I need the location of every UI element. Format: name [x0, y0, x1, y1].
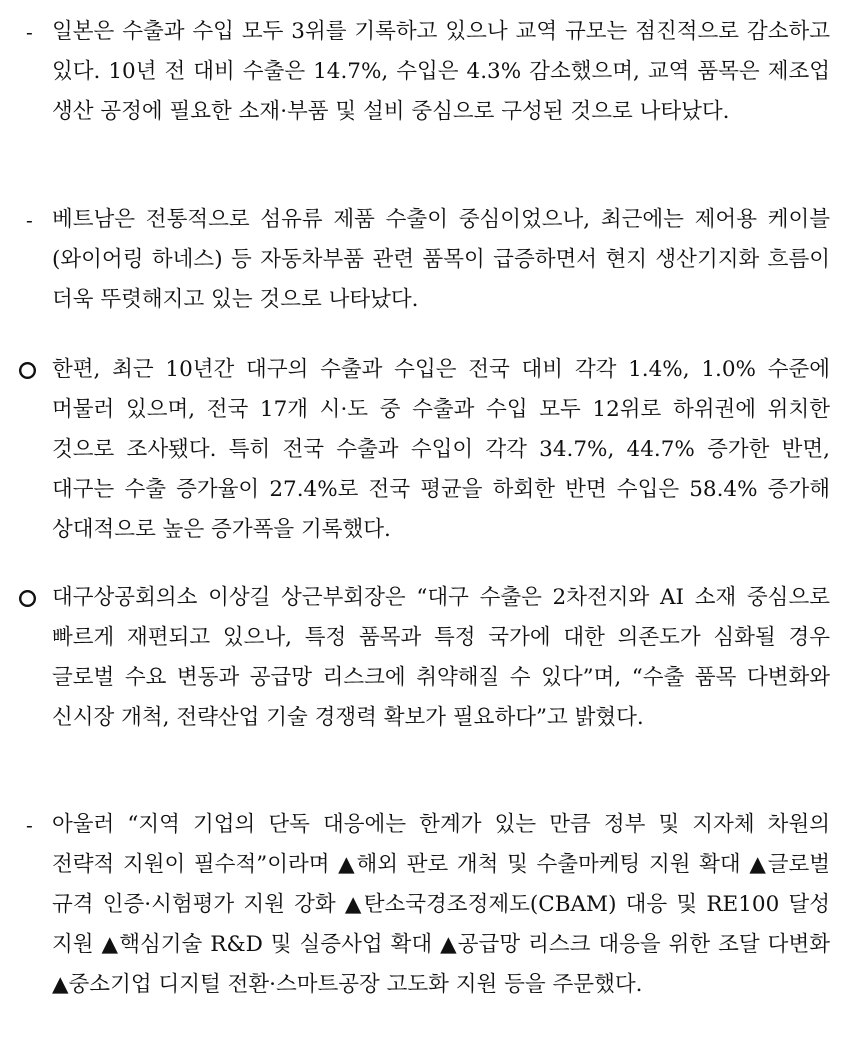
- paragraph-chamber-vice-chair-quote: [18, 578, 830, 738]
- dash-bullet-icon: -: [26, 20, 33, 44]
- paragraph-text: 일본은 수출과 수입 모두 3위를 기록하고 있으나 교역 규모는 점진적으로 감소하고 있다. 10년 전 대비 수출은 14.7%, 수입은 4.3% 감소했으며, 교역 품목은 제조업 생산 공정에 필요한 소재·부품 및 설비 중심으로 구성된 것으로 나타났다.: [52, 19, 830, 124]
- hollow-circle-bullet-icon: [18, 361, 37, 380]
- paragraph-text: 대구상공회의소 이상길 상근부회장은 “대구 수출은 2차전지와 AI 소재 중심으로 빠르게 재편되고 있으나, 특정 품목과 특정 국가에 대한 의존도가 심화될 경우 글로벌 수요 변동과 공급망 리스크에 취약해질 수 있다”며, “수출 품목 다변화와 신시장 개척, 전략산업 기술 경쟁력 확보가 필요하다”고 밝혔다.: [52, 585, 830, 730]
- hollow-circle-bullet-icon: [18, 589, 37, 608]
- dash-bullet-icon: -: [26, 813, 33, 837]
- dash-bullet-icon: -: [26, 208, 33, 232]
- paragraph-text: 한편, 최근 10년간 대구의 수출과 수입은 전국 대비 각각 1.4%, 1.0% 수준에 머물러 있으며, 전국 17개 시·도 중 수출과 수입 모두 12위로 하위권에 위치한 것으로 조사됐다. 특히 전국 수출과 수입이 각각 34.7%, 44.7% 증가한 반면, 대구는 수출 증가율이 27.4%로 전국 평균을 하회한 반면 수입은 58.4% 증가해 상대적으로 높은 증가폭을 기록했다.: [52, 357, 830, 542]
- paragraph-vietnam-trade: [18, 200, 830, 320]
- paragraph-support-requests: [18, 805, 830, 1005]
- paragraph-text: 베트남은 전통적으로 섬유류 제품 수출이 중심이었으나, 최근에는 제어용 케이블(와이어링 하네스) 등 자동차부품 관련 품목이 급증하면서 현지 생산기지화 흐름이 더욱 뚜렷해지고 있는 것으로 나타났다.: [52, 207, 830, 312]
- paragraph-daegu-trade-share: [18, 350, 830, 550]
- paragraph-japan-trade: [18, 12, 830, 132]
- paragraph-text: 아울러 “지역 기업의 단독 대응에는 한계가 있는 만큼 정부 및 지자체 차원의 전략적 지원이 필수적”이라며 ▲해외 판로 개척 및 수출마케팅 지원 확대 ▲글로벌 규격 인증·시험평가 지원 강화 ▲탄소국경조정제도(CBAM) 대응 및 RE100 달성 지원 ▲핵심기술 R&D 및 실증사업 확대 ▲공급망 리스크 대응을 위한 조달 다변화 ▲중소기업 디지털 전환·스마트공장 고도화 지원 등을 주문했다.: [52, 812, 830, 997]
